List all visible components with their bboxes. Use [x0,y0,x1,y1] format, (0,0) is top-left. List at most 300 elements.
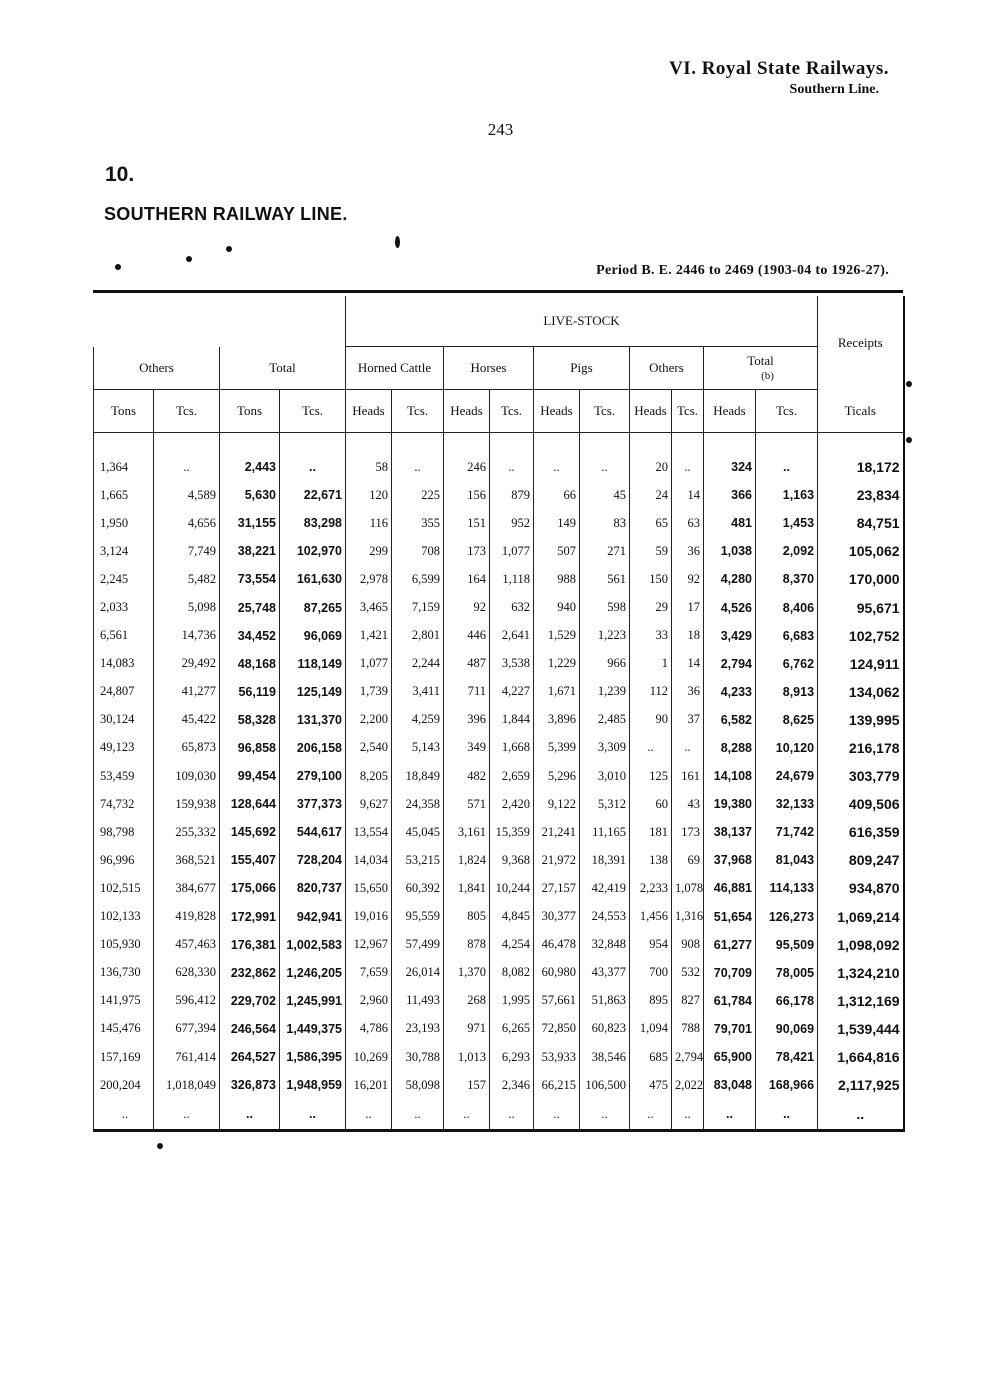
table-cell: 1,529 [534,622,580,650]
table-cell: 8,288 [704,734,756,762]
table-cell: 1,239 [580,678,630,706]
table-cell: 14,034 [346,846,392,874]
table-cell: 102,752 [818,622,904,650]
table-cell: 2,641 [490,622,534,650]
table-cell: 940 [534,593,580,621]
table-cell: .. [672,1099,704,1131]
table-cell: 90 [630,706,672,734]
table-cell: 4,845 [490,903,534,931]
table-cell: 84,751 [818,509,904,537]
table-cell: 57,661 [534,987,580,1015]
table-cell: 246 [444,453,490,481]
table-cell: 1,421 [346,622,392,650]
table-cell: .. [280,1099,346,1131]
period-caption: Period B. E. 2446 to 2469 (1903-04 to 1926-27). [596,263,889,278]
statistics-table-wrapper [93,290,903,1132]
table-cell: 255,332 [154,818,220,846]
table-cell: .. [534,1099,580,1131]
table-row [94,481,904,509]
table-cell: 58,328 [220,706,280,734]
table-cell: 118,149 [280,650,346,678]
table-cell: 246,564 [220,1015,280,1043]
table-cell: 1,245,991 [280,987,346,1015]
table-cell: 18,849 [392,762,444,790]
table-cell: .. [220,1099,280,1131]
table-cell: 988 [534,565,580,593]
table-cell: 942,941 [280,903,346,931]
table-cell: 2,540 [346,734,392,762]
table-cell: 173 [444,537,490,565]
unit-header: Tcs. [280,390,346,433]
table-cell: 299 [346,537,392,565]
table-cell: 45,422 [154,706,220,734]
table-cell: 268 [444,987,490,1015]
table-cell: 934,870 [818,874,904,902]
table-cell: 711 [444,678,490,706]
table-cell: 22,671 [280,481,346,509]
table-cell: 30,788 [392,1043,444,1071]
table-row [94,593,904,621]
table-cell: 805 [444,903,490,931]
unit-header: Tons [220,390,280,433]
table-cell: 1,246,205 [280,959,346,987]
table-spacer-cell [580,433,630,454]
table-cell: 81,043 [756,846,818,874]
table-cell: 2,801 [392,622,444,650]
table-cell: .. [580,453,630,481]
table-cell: 8,913 [756,678,818,706]
table-cell: 161,630 [280,565,346,593]
table-cell: 56,119 [220,678,280,706]
table-cell: 2,960 [346,987,392,1015]
unit-header: Tcs. [580,390,630,433]
table-cell: 827 [672,987,704,1015]
table-cell: 4,589 [154,481,220,509]
table-row [94,903,904,931]
table-cell: 102,133 [94,903,154,931]
table-cell: 21,972 [534,846,580,874]
table-cell: 10,120 [756,734,818,762]
table-cell: 1,844 [490,706,534,734]
table-cell: 1,223 [580,622,630,650]
livestock-total-header [704,347,818,390]
table-cell: 105,930 [94,931,154,959]
table-cell: 120 [346,481,392,509]
statistics-table [93,296,905,1132]
table-cell: 150 [630,565,672,593]
table-cell: .. [490,1099,534,1131]
table-cell: 24,553 [580,903,630,931]
table-cell: 761,414 [154,1043,220,1071]
table-cell: 138 [630,846,672,874]
unit-header: Tcs. [490,390,534,433]
table-cell: 45 [580,481,630,509]
table-cell: 4,280 [704,565,756,593]
table-row [94,453,904,481]
table-cell: 6,293 [490,1043,534,1071]
table-cell: 6,762 [756,650,818,678]
table-cell: 83 [580,509,630,537]
table-cell: 532 [672,959,704,987]
table-cell: 4,233 [704,678,756,706]
table-cell: 32,848 [580,931,630,959]
table-cell: 507 [534,537,580,565]
table-cell: 2,233 [630,874,672,902]
table-cell: 8,082 [490,959,534,987]
table-row [94,959,904,987]
table-cell: 60,392 [392,874,444,902]
table-row [94,622,904,650]
table-cell: 145,692 [220,818,280,846]
table-cell: 51,654 [704,903,756,931]
table-cell: .. [756,1099,818,1131]
table-cell: 95,559 [392,903,444,931]
table-cell: 3,411 [392,678,444,706]
table-top-rule [93,290,903,293]
table-cell: 37 [672,706,704,734]
table-cell: 8,625 [756,706,818,734]
table-cell: 571 [444,790,490,818]
table-cell: 31,155 [220,509,280,537]
table-cell: 79,701 [704,1015,756,1043]
table-cell: 164 [444,565,490,593]
table-cell: 36 [672,678,704,706]
table-cell: 51,863 [580,987,630,1015]
unit-header-row [94,390,904,433]
unit-header: Heads [704,390,756,433]
table-cell: 6,599 [392,565,444,593]
table-cell: 74,732 [94,790,154,818]
table-spacer-cell [346,433,392,454]
table-cell: 1,013 [444,1043,490,1071]
table-cell: 1,098,092 [818,931,904,959]
table-cell: 66,178 [756,987,818,1015]
table-cell: 5,098 [154,593,220,621]
table-cell: 1,324,210 [818,959,904,987]
scan-speck [906,381,912,387]
table-cell: 355 [392,509,444,537]
table-row [94,706,904,734]
table-cell: 2,245 [94,565,154,593]
table-cell: .. [630,734,672,762]
table-row [94,734,904,762]
table-cell: 53,215 [392,846,444,874]
table-cell: 18 [672,622,704,650]
table-cell: 78,005 [756,959,818,987]
table-cell: .. [346,1099,392,1131]
table-cell: 2,794 [704,650,756,678]
table-cell: 16,201 [346,1071,392,1099]
table-cell: 1,118 [490,565,534,593]
table-cell: 2,346 [490,1071,534,1099]
table-cell: 561 [580,565,630,593]
table-spacer-row [94,433,904,454]
table-cell: 176,381 [220,931,280,959]
table-cell: 954 [630,931,672,959]
table-cell: 41,277 [154,678,220,706]
unit-header: Tcs. [154,390,220,433]
table-cell: 1,665 [94,481,154,509]
table-spacer-cell [672,433,704,454]
table-cell: 820,737 [280,874,346,902]
table-cell: 349 [444,734,490,762]
table-body [94,433,904,1131]
table-cell: 106,500 [580,1071,630,1099]
table-cell: 2,978 [346,565,392,593]
table-cell: 1,453 [756,509,818,537]
table-cell: 4,254 [490,931,534,959]
table-cell: 2,794 [672,1043,704,1071]
table-cell: 487 [444,650,490,678]
table-cell: 5,312 [580,790,630,818]
table-cell: 481 [704,509,756,537]
table-cell: 2,200 [346,706,392,734]
running-header [669,58,889,98]
table-cell: 3,896 [534,706,580,734]
table-cell: 125,149 [280,678,346,706]
table-cell: 8,406 [756,593,818,621]
table-cell: 172,991 [220,903,280,931]
table-cell: 72,850 [534,1015,580,1043]
table-cell: 1,069,214 [818,903,904,931]
unit-header: Ticals [818,390,904,433]
others-group-header: Others [94,347,220,390]
table-cell: 7,159 [392,593,444,621]
table-cell: 544,617 [280,818,346,846]
table-cell: 29 [630,593,672,621]
table-cell: 271 [580,537,630,565]
table-cell: 232,862 [220,959,280,987]
table-cell: 157 [444,1071,490,1099]
table-cell: .. [630,1099,672,1131]
table-spacer-cell [444,433,490,454]
table-row [94,790,904,818]
table-cell: 728,204 [280,846,346,874]
table-cell: 377,373 [280,790,346,818]
table-cell: 58,098 [392,1071,444,1099]
table-cell: 2,659 [490,762,534,790]
table-cell: 161 [672,762,704,790]
section-title: SOUTHERN RAILWAY LINE. [104,204,348,224]
table-cell: 21,241 [534,818,580,846]
table-cell: 156 [444,481,490,509]
table-cell: 8,205 [346,762,392,790]
table-cell: 482 [444,762,490,790]
table-row [94,565,904,593]
table-cell: 2,485 [580,706,630,734]
table-cell: 1,312,169 [818,987,904,1015]
table-cell: 124,911 [818,650,904,678]
table-cell: 1,077 [346,650,392,678]
table-cell: 36 [672,537,704,565]
table-cell: 616,359 [818,818,904,846]
table-cell: .. [818,1099,904,1131]
table-cell: 324 [704,453,756,481]
livestock-header: LIVE-STOCK [346,296,818,347]
table-cell: 966 [580,650,630,678]
table-cell: .. [444,1099,490,1131]
table-cell: 4,786 [346,1015,392,1043]
table-cell: 61,784 [704,987,756,1015]
table-cell: 20 [630,453,672,481]
table-cell: 971 [444,1015,490,1043]
table-spacer-cell [490,433,534,454]
table-cell: 15,650 [346,874,392,902]
table-cell: 396 [444,706,490,734]
table-cell: 65 [630,509,672,537]
table-cell: 37,968 [704,846,756,874]
table-cell: 83,298 [280,509,346,537]
table-cell: 3,010 [580,762,630,790]
table-cell: 136,730 [94,959,154,987]
table-cell: 24 [630,481,672,509]
running-header-title: VI. Royal State Railways. [669,58,889,79]
table-cell: 26,014 [392,959,444,987]
table-cell: 17 [672,593,704,621]
table-cell: 368,521 [154,846,220,874]
table-cell: 2,420 [490,790,534,818]
table-cell: 7,659 [346,959,392,987]
table-cell: 10,269 [346,1043,392,1071]
table-cell: 105,062 [818,537,904,565]
table-cell: 4,227 [490,678,534,706]
table-cell: 13,554 [346,818,392,846]
table-cell: 70,709 [704,959,756,987]
table-cell: 1,664,816 [818,1043,904,1071]
table-cell: 1,229 [534,650,580,678]
table-cell: 700 [630,959,672,987]
table-cell: 29,492 [154,650,220,678]
pigs-header: Pigs [534,347,630,390]
table-row [94,509,904,537]
table-cell: 4,259 [392,706,444,734]
unit-header: Heads [444,390,490,433]
table-cell: 58 [346,453,392,481]
table-cell: 1,449,375 [280,1015,346,1043]
table-row [94,1015,904,1043]
table-cell: 157,169 [94,1043,154,1071]
table-spacer-cell [280,433,346,454]
table-cell: 99,454 [220,762,280,790]
table-cell: 96,858 [220,734,280,762]
table-cell: .. [392,453,444,481]
livestock-others-header: Others [630,347,704,390]
table-cell: 7,749 [154,537,220,565]
table-cell: 14,736 [154,622,220,650]
table-cell: 5,296 [534,762,580,790]
table-cell: 149 [534,509,580,537]
table-spacer-cell [534,433,580,454]
table-cell: 83,048 [704,1071,756,1099]
table-cell: 59 [630,537,672,565]
table-cell: 4,526 [704,593,756,621]
table-cell: 596,412 [154,987,220,1015]
table-cell: 708 [392,537,444,565]
table-cell: 65,900 [704,1043,756,1071]
table-cell: 1,948,959 [280,1071,346,1099]
table-cell: 38,546 [580,1043,630,1071]
table-cell: 6,265 [490,1015,534,1043]
table-cell: 125 [630,762,672,790]
table-cell: 628,330 [154,959,220,987]
table-cell: 809,247 [818,846,904,874]
table-cell: 9,122 [534,790,580,818]
table-cell: 2,033 [94,593,154,621]
table-cell: 8,370 [756,565,818,593]
table-cell: 57,499 [392,931,444,959]
scan-speck [226,246,232,252]
table-row [94,650,904,678]
table-cell: 61,277 [704,931,756,959]
table-cell: 60,823 [580,1015,630,1043]
scan-speck [395,236,400,248]
horned-cattle-header: Horned Cattle [346,347,444,390]
table-cell: 33 [630,622,672,650]
table-cell: 1,824 [444,846,490,874]
table-cell: 3,429 [704,622,756,650]
table-cell: .. [280,453,346,481]
table-cell: 170,000 [818,565,904,593]
table-cell: 1,995 [490,987,534,1015]
table-cell: 19,016 [346,903,392,931]
table-cell: 71,742 [756,818,818,846]
table-cell: 168,966 [756,1071,818,1099]
table-cell: 3,538 [490,650,534,678]
table-cell: 78,421 [756,1043,818,1071]
table-cell: 1,163 [756,481,818,509]
table-cell: 200,204 [94,1071,154,1099]
receipts-header: Receipts [818,296,904,390]
table-cell: 384,677 [154,874,220,902]
table-cell: 908 [672,931,704,959]
table-cell: 159,938 [154,790,220,818]
table-cell: 18,172 [818,453,904,481]
table-cell: 10,244 [490,874,534,902]
table-cell: 1,316 [672,903,704,931]
table-cell: 14,083 [94,650,154,678]
table-cell: 216,178 [818,734,904,762]
table-cell: 114,133 [756,874,818,902]
table-row [94,874,904,902]
table-cell: 366 [704,481,756,509]
table-cell: 112 [630,678,672,706]
table-cell: 155,407 [220,846,280,874]
table-row [94,987,904,1015]
table-cell: 1,077 [490,537,534,565]
table-cell: 1,739 [346,678,392,706]
table-cell: .. [392,1099,444,1131]
table-cell: 87,265 [280,593,346,621]
scan-speck [186,256,192,262]
table-cell: 24,358 [392,790,444,818]
table-spacer-cell [154,433,220,454]
table-cell: 126,273 [756,903,818,931]
table-cell: 63 [672,509,704,537]
table-cell: 12,967 [346,931,392,959]
table-row [94,678,904,706]
livestock-total-label: Total [747,352,774,368]
table-spacer-cell [818,433,904,454]
table-cell: 134,062 [818,678,904,706]
table-row [94,537,904,565]
table-cell: 6,683 [756,622,818,650]
table-cell: 139,995 [818,706,904,734]
table-cell: 3,465 [346,593,392,621]
table-cell: 53,933 [534,1043,580,1071]
table-cell: 6,582 [704,706,756,734]
table-cell: 48,168 [220,650,280,678]
table-cell: 225 [392,481,444,509]
